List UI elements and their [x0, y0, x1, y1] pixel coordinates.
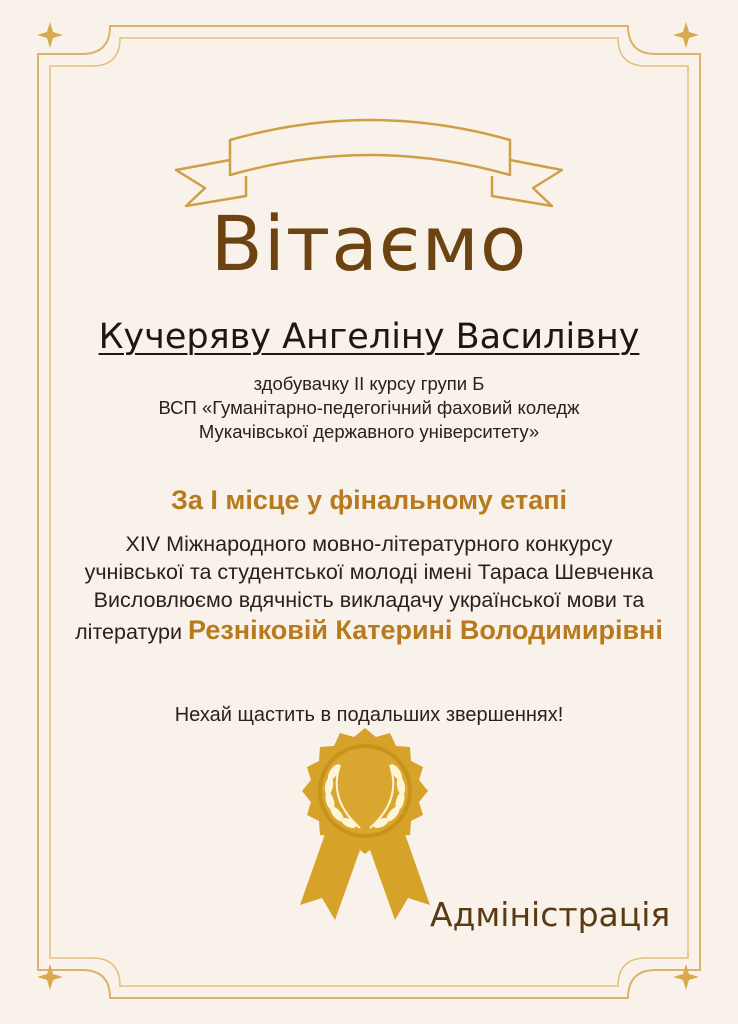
- sparkle-icon: [37, 964, 63, 990]
- contest-line: XIV Міжнародного мовно-літературного конкурсу: [125, 532, 613, 556]
- sparkle-icon: [673, 22, 699, 48]
- recipient-name: [0, 318, 738, 357]
- recipient-info-line: здобувачку ІІ курсу групи Б: [253, 373, 485, 394]
- contest-line: Висловлюємо вдячність викладачу української мови та: [93, 588, 645, 612]
- contest-description: [0, 530, 738, 646]
- certificate-title: Вітаємо: [210, 199, 528, 288]
- recipient-info: [0, 372, 738, 444]
- recipient-info-line: ВСП «Гуманітарно-педегогічний фаховий коледж: [158, 397, 580, 418]
- recipient-info-line: Мукачівської державного університету»: [198, 421, 540, 442]
- teacher-name: Резніковій Катерині Володимирівні: [188, 615, 663, 645]
- contest-line: учнівської та студентської молоді імені Тараса Шевченка: [84, 560, 654, 584]
- award-title: За І місце у фінальному етапі: [170, 485, 568, 515]
- wish-text: Нехай щастить в подальших звершеннях!: [174, 704, 564, 726]
- sparkle-icon: [673, 964, 699, 990]
- signature-administration: Адміністрація: [430, 895, 671, 934]
- ribbon-banner-icon: [176, 120, 562, 206]
- recipient-name-text: Кучеряву Ангеліну Василівну: [98, 317, 640, 357]
- medal-icon: [300, 728, 430, 920]
- teacher-prefix: літератури: [75, 620, 188, 644]
- teacher-line: [0, 616, 738, 646]
- sparkle-icon: [37, 22, 63, 48]
